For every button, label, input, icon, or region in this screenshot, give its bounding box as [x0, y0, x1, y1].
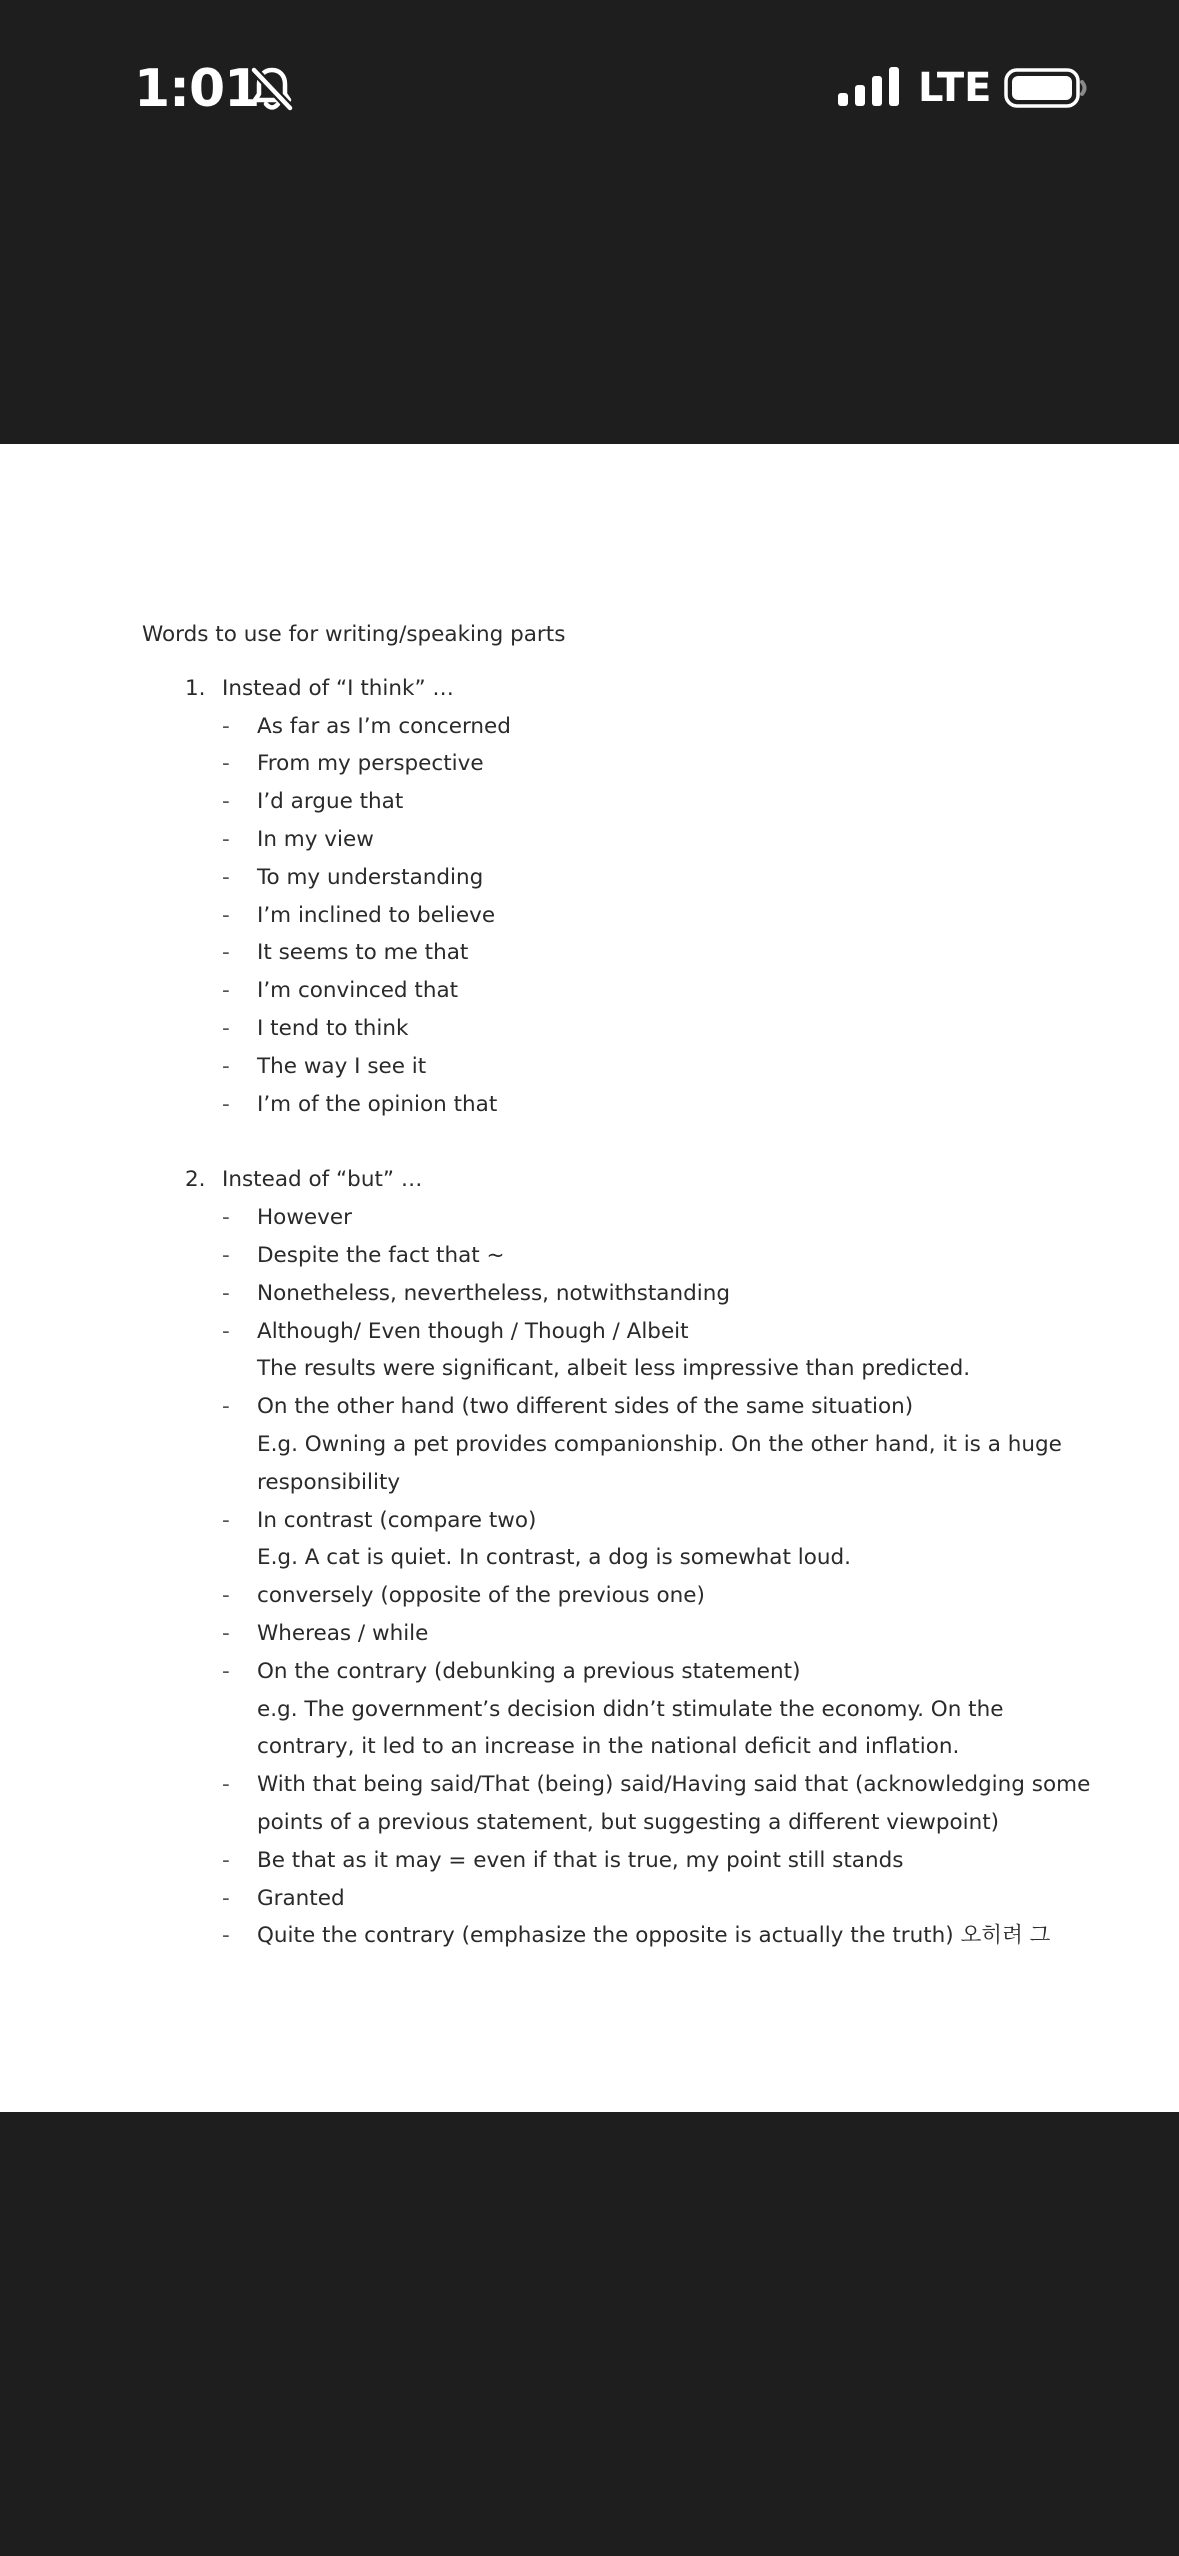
list-item — [142, 1010, 1102, 1048]
document-content — [142, 616, 1102, 1955]
list-item — [142, 1842, 1102, 1880]
document-page[interactable] — [0, 444, 1179, 2112]
item-text: It seems to me that — [257, 940, 469, 966]
item-text: With that being said/That (being) said/Having said that (acknowledging some — [257, 1772, 1091, 1798]
item-example-text: The results were significant, albeit less impressive than predicted. — [257, 1356, 971, 1382]
item-text: Be that as it may = even if that is true, my point still stands — [257, 1847, 904, 1873]
dash-bullet: - — [222, 940, 230, 966]
network-type-label: LTE — [918, 65, 992, 111]
section-heading — [142, 670, 1102, 708]
list-item — [142, 1388, 1102, 1501]
item-text: On the contrary (debunking a previous statement) — [257, 1658, 801, 1684]
list-item — [142, 1577, 1102, 1615]
item-text: On the other hand (two different sides of the same situation) — [257, 1394, 914, 1420]
item-text: Granted — [257, 1885, 345, 1911]
battery-icon — [1004, 68, 1088, 108]
item-text: From my perspective — [257, 751, 484, 777]
item-example-text: E.g. Owning a pet provides companionship. On the other hand, it is a huge — [257, 1431, 1062, 1457]
list-item — [142, 1199, 1102, 1237]
item-text: Quite the contrary (emphasize the opposite is actually the truth) 오히려 그 — [257, 1923, 1051, 1949]
dash-bullet: - — [222, 1091, 230, 1117]
dash-bullet: - — [222, 1885, 230, 1911]
dash-bullet: - — [222, 902, 230, 928]
dash-bullet: - — [222, 713, 230, 739]
dash-bullet: - — [222, 978, 230, 1004]
list-item — [142, 1502, 1102, 1578]
item-text: In contrast (compare two) — [257, 1507, 537, 1533]
list-item — [142, 745, 1102, 783]
sections-container — [142, 670, 1102, 1955]
item-text: However — [257, 1205, 352, 1231]
dash-bullet: - — [222, 1620, 230, 1646]
item-text: conversely (opposite of the previous one) — [257, 1583, 705, 1609]
item-text: In my view — [257, 826, 374, 852]
dash-bullet: - — [222, 751, 230, 777]
dash-bullet: - — [222, 1205, 230, 1231]
section-1 — [142, 670, 1102, 1124]
item-text: Despite the fact that ~ — [257, 1242, 505, 1268]
status-time: 1:01 — [134, 59, 260, 119]
item-text: I’m of the opinion that — [257, 1091, 498, 1117]
item-example-text: responsibility — [257, 1469, 401, 1495]
dash-bullet: - — [222, 864, 230, 890]
dash-bullet: - — [222, 1394, 230, 1420]
list-item — [142, 859, 1102, 897]
item-text: I’d argue that — [257, 789, 404, 815]
item-example-text: e.g. The government’s decision didn’t stimulate the economy. On the — [257, 1696, 1004, 1722]
bell-slash-icon — [250, 66, 294, 112]
status-bar — [0, 0, 1179, 180]
list-item — [142, 1313, 1102, 1389]
list-item — [142, 1275, 1102, 1313]
section-number: 1. — [185, 675, 206, 701]
item-text: Nonetheless, nevertheless, notwithstanding — [257, 1280, 730, 1306]
list-item — [142, 1615, 1102, 1653]
section-heading — [142, 1161, 1102, 1199]
dash-bullet: - — [222, 1658, 230, 1684]
item-text: The way I see it — [257, 1053, 427, 1079]
item-text: To my understanding — [257, 864, 484, 890]
item-text: Although/ Even though / Though / Albeit — [257, 1318, 689, 1344]
list-item — [142, 821, 1102, 859]
dash-bullet: - — [222, 1847, 230, 1873]
list-item — [142, 1048, 1102, 1086]
section-heading-text: Instead of “but” … — [222, 1167, 423, 1193]
item-text: I’m convinced that — [257, 978, 459, 1004]
item-text: I’m inclined to believe — [257, 902, 496, 928]
list-item — [142, 1086, 1102, 1124]
cellular-signal-icon — [838, 67, 900, 107]
dash-bullet: - — [222, 1242, 230, 1268]
dash-bullet: - — [222, 1583, 230, 1609]
list-item — [142, 934, 1102, 972]
section-number: 2. — [185, 1167, 206, 1193]
dash-bullet: - — [222, 789, 230, 815]
item-text: As far as I’m concerned — [257, 713, 511, 739]
list-item — [142, 1766, 1102, 1842]
list-item — [142, 1917, 1102, 1955]
item-example-text: points of a previous statement, but suggesting a different viewpoint) — [257, 1809, 1000, 1835]
section-heading-text: Instead of “I think” … — [222, 675, 454, 701]
item-example-text: contrary, it led to an increase in the national deficit and inflation. — [257, 1734, 960, 1760]
item-list — [142, 708, 1102, 1124]
list-item — [142, 1880, 1102, 1918]
list-item — [142, 1237, 1102, 1275]
section-2 — [142, 1161, 1102, 1955]
list-item — [142, 972, 1102, 1010]
list-item — [142, 708, 1102, 746]
dash-bullet: - — [222, 1015, 230, 1041]
item-text: Whereas / while — [257, 1620, 429, 1646]
item-list — [142, 1199, 1102, 1955]
dash-bullet: - — [222, 1772, 230, 1798]
document-title: Words to use for writing/speaking parts — [142, 622, 566, 647]
dash-bullet: - — [222, 1507, 230, 1533]
item-example-text: E.g. A cat is quiet. In contrast, a dog is somewhat loud. — [257, 1545, 851, 1571]
dash-bullet: - — [222, 1923, 230, 1949]
item-text: I tend to think — [257, 1015, 409, 1041]
list-item — [142, 1653, 1102, 1766]
dash-bullet: - — [222, 1318, 230, 1344]
list-item — [142, 897, 1102, 935]
dash-bullet: - — [222, 1053, 230, 1079]
list-item — [142, 783, 1102, 821]
dash-bullet: - — [222, 826, 230, 852]
dash-bullet: - — [222, 1280, 230, 1306]
